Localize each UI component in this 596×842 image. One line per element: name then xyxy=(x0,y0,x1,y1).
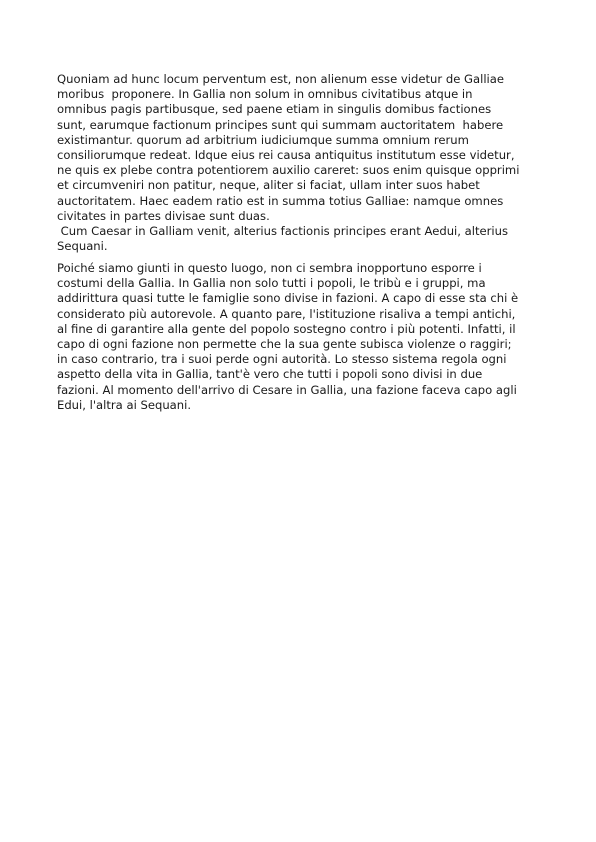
latin-paragraph: Quoniam ad hunc locum perventum est, non alienum esse videtur de Galliae moribus proponere. In Gallia non solum in omnibus civitatibus atque in omnibus pagis partibusque, sed paene etiam in singulis domibus factiones sunt, earumque factionum principes sunt qui summam auctoritatem habere existimantur. quorum ad arbitrium iudiciumque summa omnium rerum consiliorumque redeat. Idque eius rei causa antiquitus institutum esse videtur, ne quis ex plebe contra potentiorem auxilio careret: suos enim quisque opprimi et circumveniri non patitur, neque, aliter si faciat, ullam inter suos habet auctoritatem. Haec eadem ratio est in summa totius Galliae: namque omnes civitates in partes divisae sunt duas. Cum Caesar in Galliam venit, alterius factionis principes erant Aedui, alterius Sequani. xyxy=(57,72,520,254)
italian-translation-paragraph: Poiché siamo giunti in questo luogo, non ci sembra inopportuno esporre i costumi della Gallia. In Gallia non solo tutti i popoli, le tribù e i gruppi, ma addirittura quasi tutte le famiglie sono divise in fazioni. A capo di esse sta chi è considerato più autorevole. A quanto pare, l'istituzione risaliva a tempi antichi, al fine di garantire alla gente del popolo sostegno contro i più potenti. Infatti, il capo di ogni fazione non permette che la sua gente subisca violenze o raggiri; in caso contrario, tra i suoi perde ogni autorità. Lo stesso sistema regola ogni aspetto della vita in Gallia, tant'è vero che tutti i popoli sono divisi in due fazioni. Al momento dell'arrivo di Cesare in Gallia, una fazione faceva capo agli Edui, l'altra ai Sequani. xyxy=(57,261,519,412)
